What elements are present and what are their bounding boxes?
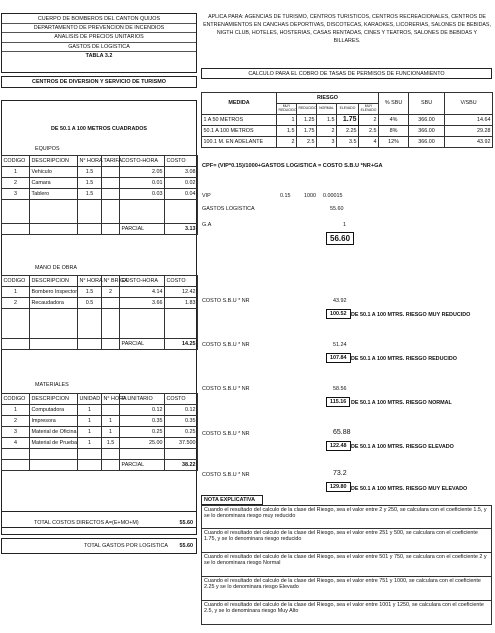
cell: 1.5 bbox=[78, 189, 102, 200]
result-label-1: COSTO S.B.U * NR bbox=[202, 298, 250, 304]
cell: 1.83 bbox=[165, 298, 198, 309]
gastos-logistica-label: GASTOS LOGISTICA bbox=[202, 206, 255, 212]
vip-label: VIP bbox=[202, 193, 211, 199]
cell bbox=[102, 189, 120, 200]
cell: 100.1 M. EN ADELANTE bbox=[202, 137, 277, 148]
cell: 29.28 bbox=[445, 126, 493, 137]
cell: 1 bbox=[2, 167, 30, 178]
cell: 4% bbox=[379, 115, 409, 126]
nota-item-1: Cuando el resultado del calculo de la clase del Riesgo, sea el valor entre 2 y 250, se calculara con el coeficiente 1.5, y se lo denominara riesgo muy reducido bbox=[201, 505, 492, 529]
cell: 1.5 bbox=[277, 126, 297, 137]
cell: 1.5 bbox=[78, 287, 102, 298]
cell: Computadora bbox=[30, 405, 78, 416]
cell: 1 bbox=[78, 405, 102, 416]
calc-table bbox=[201, 92, 493, 148]
cell: 43.92 bbox=[445, 137, 493, 148]
result-top-5: 73.2 bbox=[333, 470, 347, 477]
nota-item-2: Cuando el resultado del calculo de la clase del Riesgo, sea el valor entre 251 y 500, se calculara con el coeficiente 1.75, y se lo denominara riesgo reducido bbox=[201, 529, 492, 553]
nota-item-4: Cuando el resultado del calculo de la clase del Riesgo, sea el valor entre 751 y 1000, se calculara con el coeficiente 2.25 y se lo denominara riesgo Elevado bbox=[201, 577, 492, 601]
cell: 1.5 bbox=[78, 178, 102, 189]
cell: 2.5 bbox=[297, 137, 317, 148]
cell: 2 bbox=[102, 287, 120, 298]
result-desc-4: DE 50.1 A 100 MTRS. RIESGO ELEVADO bbox=[351, 444, 454, 450]
cell: 2 bbox=[277, 137, 297, 148]
vip-a: 0.15 bbox=[280, 193, 291, 199]
cell: 0.25 bbox=[120, 427, 165, 438]
cell: 12.42 bbox=[165, 287, 198, 298]
cell: 2 bbox=[317, 126, 337, 137]
materiales-header-unitario: P. UNITARIO bbox=[120, 394, 165, 405]
table-row bbox=[2, 416, 198, 427]
mano-parcial-label: PARCIAL bbox=[120, 339, 165, 350]
result-desc-2: DE 50.1 A 100 MTRS. RIESGO REDUCIDO bbox=[351, 356, 457, 362]
table-row bbox=[2, 178, 198, 189]
result-value-5: 129.80 bbox=[326, 482, 351, 492]
calc-sub-elevado: ELEVADO bbox=[337, 104, 359, 115]
calc-header-sbu-pct: % SBU bbox=[379, 93, 409, 115]
cell: 0.5 bbox=[78, 298, 102, 309]
section-title: CENTROS DE DIVERSION Y SERVICIO DE TURISMO bbox=[1, 76, 197, 88]
cell: 3.5 bbox=[337, 137, 359, 148]
cell: Tablero bbox=[30, 189, 78, 200]
table-row bbox=[2, 167, 198, 178]
table-row bbox=[202, 137, 493, 148]
cell: 50.1 A 100 METROS bbox=[202, 126, 277, 137]
mano-table bbox=[1, 275, 198, 350]
result-desc-1: DE 50.1 A 100 MTRS. RIESGO MUY REDUCIDO bbox=[351, 312, 471, 318]
left-header bbox=[1, 13, 197, 73]
cell: 0.12 bbox=[120, 405, 165, 416]
equipos-header-horas: N° HORA bbox=[78, 156, 102, 167]
cell: 2.5 bbox=[359, 126, 379, 137]
cell: 1 bbox=[78, 427, 102, 438]
cell: 3 bbox=[2, 427, 30, 438]
cell: 4.14 bbox=[120, 287, 165, 298]
cell: 0.02 bbox=[165, 178, 198, 189]
materiales-header-codigo: CODIGO bbox=[2, 394, 30, 405]
header-line-4: GASTOS DE LOGISTICA bbox=[2, 43, 196, 52]
calc-header-riesgo: RIESGO bbox=[277, 93, 379, 104]
table-row bbox=[202, 126, 493, 137]
materiales-parcial-label: PARCIAL bbox=[120, 460, 165, 471]
cell: Camara bbox=[30, 178, 78, 189]
mano-header-costo: COSTO bbox=[165, 276, 198, 287]
equipos-header-tarifa: TARIFA bbox=[102, 156, 120, 167]
cell: 3.08 bbox=[165, 167, 198, 178]
cell: 2.25 bbox=[337, 126, 359, 137]
cell: 37.500 bbox=[165, 438, 198, 449]
result-top-1: 43.92 bbox=[333, 298, 347, 304]
table-row bbox=[202, 115, 493, 126]
cell: 1 bbox=[78, 416, 102, 427]
cell bbox=[102, 178, 120, 189]
cell: 2 bbox=[2, 416, 30, 427]
cell bbox=[102, 167, 120, 178]
calc-sub-reducido: REDUCIDO bbox=[297, 104, 317, 115]
cell bbox=[102, 405, 120, 416]
calc-sub-muy-reducido: MUY REDUCIDO bbox=[277, 104, 297, 115]
table-row bbox=[2, 427, 198, 438]
cell: 1 bbox=[2, 405, 30, 416]
result-label-2: COSTO S.B.U * NR bbox=[202, 342, 250, 348]
mano-header-costo-hora: COSTO-HORA bbox=[120, 276, 165, 287]
cell: 2 bbox=[2, 178, 30, 189]
mano-parcial: 14.25 bbox=[165, 339, 198, 350]
result-value-2: 107.84 bbox=[326, 353, 351, 363]
cell: Recaudadora bbox=[30, 298, 78, 309]
equipos-header-costo: COSTO bbox=[165, 156, 198, 167]
materiales-title: MATERIALES bbox=[35, 382, 69, 388]
aplica-text: APLICA PARA: AGENCIAS DE TURISMO, CENTROS TURISTICOS, CENTROS RECREACIONALES, CENTROS DE ENTRENAMIENTOS EN CANCHAS DEPORTIVAS, DISCOTECAS, KARAOKES, LICORERIAS, SALONES DE BEBIDAS, NIGTH CLUB, HOTELES, HOSTERIAS, CASAS RENTADAS, CINES Y TEATROS, SALONES DE BEBIDAS Y BILLARES. bbox=[203, 14, 491, 44]
equipos-header-codigo: CODIGO bbox=[2, 156, 30, 167]
cell: 2 bbox=[2, 298, 30, 309]
cell: Impresora bbox=[30, 416, 78, 427]
ga-total: 56.60 bbox=[326, 232, 354, 245]
header-line-2: DEPARTAMENTO DE PREVENCION DE INCENDIOS bbox=[2, 24, 196, 33]
mano-title: MANO DE OBRA bbox=[35, 265, 77, 271]
table-row bbox=[2, 298, 198, 309]
total-directos-row bbox=[1, 511, 197, 535]
formula: CPF= (VIP*0.15)/1000+GASTOS LOGISTICA = COSTO S.B.U *NR+GA bbox=[202, 163, 383, 169]
calc-title: CALCULO PARA EL COBRO DE TASAS DE PERMISOS DE FUNCIONAMIENTO bbox=[201, 68, 492, 79]
materiales-header-unidad: UNIDAD bbox=[78, 394, 102, 405]
result-value-3: 115.16 bbox=[326, 397, 350, 407]
result-desc-5: DE 50.1 A 100 MTRS. RIESGO MUY ELEVADO bbox=[351, 486, 468, 492]
cell: 366.00 bbox=[409, 126, 445, 137]
total-directos-value: 55.60 bbox=[179, 520, 193, 526]
cell: 0.35 bbox=[165, 416, 198, 427]
cell: Vehiculo bbox=[30, 167, 78, 178]
equipos-table bbox=[1, 155, 198, 235]
cell: 2 bbox=[359, 115, 379, 126]
vip-c: 0.00015 bbox=[323, 193, 343, 199]
cell: 0.01 bbox=[120, 178, 165, 189]
cell: 1.25 bbox=[297, 115, 317, 126]
cell: 1 A 50 METROS bbox=[202, 115, 277, 126]
cell: 1.75 bbox=[297, 126, 317, 137]
cell: 0.04 bbox=[165, 189, 198, 200]
mano-header-brigada: N° BRIGA bbox=[102, 276, 120, 287]
materiales-parcial: 38.22 bbox=[165, 460, 198, 471]
cell: 4 bbox=[359, 137, 379, 148]
cell: 366.00 bbox=[409, 137, 445, 148]
header-line-3: ANALISIS DE PRECIOS UNITARIOS bbox=[2, 33, 196, 42]
cell: 3 bbox=[2, 189, 30, 200]
cell: 1 bbox=[78, 438, 102, 449]
cell: 12% bbox=[379, 137, 409, 148]
nota-item-5: Cuando el resultado del calculo de la clase del Riesgo, sea el valor entre 1001 y 1250, se calculara con el coeficiente 2.5, y se lo denominara riesgo Muy Alto bbox=[201, 601, 492, 625]
result-value-4: 122.48 bbox=[326, 441, 351, 451]
total-logistica-row bbox=[1, 538, 197, 554]
nota-item-3: Cuando el resultado del calculo de la clase del Riesgo, sea el valor entre 501 y 750, se calculara con el coeficiente 2 y se lo denominara riesgo Normal bbox=[201, 553, 492, 577]
equipos-parcial-label: PARCIAL bbox=[120, 224, 165, 235]
cell: 0.25 bbox=[165, 427, 198, 438]
range-title: DE 50.1 A 100 METROS CUADRADOS bbox=[50, 126, 148, 132]
cell: 366.00 bbox=[409, 115, 445, 126]
table-row bbox=[2, 405, 198, 416]
result-label-5: COSTO S.B.U * NR bbox=[202, 472, 250, 478]
materiales-header-descripcion: DESCRIPCION bbox=[30, 394, 78, 405]
result-value-1: 100.52 bbox=[326, 309, 351, 319]
cell: Bombero Inspector bbox=[30, 287, 78, 298]
cell: 1 bbox=[102, 427, 120, 438]
calc-sub-muy-elevado: MUY ELEVADO bbox=[359, 104, 379, 115]
calc-sub-normal: NORMAL bbox=[317, 104, 337, 115]
header-line-1: CUERPO DE BOMBEROS DEL CANTON QUIJOS bbox=[2, 14, 196, 24]
result-top-3: 58.56 bbox=[333, 386, 347, 392]
cell: Material de Prueba bbox=[30, 438, 78, 449]
cell: 4 bbox=[2, 438, 30, 449]
result-label-3: COSTO S.B.U * NR bbox=[202, 386, 250, 392]
result-desc-3: DE 50.1 A 100 MTRS. RIESGO NORMAL bbox=[351, 400, 452, 406]
table-row bbox=[2, 189, 198, 200]
materiales-header-costo: COSTO bbox=[165, 394, 198, 405]
cell: 0.35 bbox=[120, 416, 165, 427]
equipos-title: EQUIPOS bbox=[35, 146, 60, 152]
gastos-logistica-value: 55.60 bbox=[330, 206, 344, 212]
cell: 3 bbox=[317, 137, 337, 148]
cell: 1.75 bbox=[337, 115, 359, 126]
ga-value: 1 bbox=[343, 222, 346, 228]
cell: 3.66 bbox=[120, 298, 165, 309]
cell: 8% bbox=[379, 126, 409, 137]
cell: Material de Oficina bbox=[30, 427, 78, 438]
mano-header-horas: N° HORA bbox=[78, 276, 102, 287]
total-logistica-label: TOTAL GASTOS POR LOGISTICA bbox=[84, 543, 168, 549]
cell: 0.12 bbox=[165, 405, 198, 416]
materiales-header-horas: N° HORA bbox=[102, 394, 120, 405]
cell: 2.05 bbox=[120, 167, 165, 178]
equipos-parcial: 3.13 bbox=[165, 224, 198, 235]
mano-header-descripcion: DESCRIPCION bbox=[30, 276, 78, 287]
mano-header-codigo: CODIGO bbox=[2, 276, 30, 287]
nota-box bbox=[201, 495, 492, 625]
equipos-header-costo-hora: COSTO-HORA bbox=[120, 156, 165, 167]
cell: 25.00 bbox=[120, 438, 165, 449]
calc-header-medida: MEDIDA bbox=[202, 93, 277, 115]
cell bbox=[102, 298, 120, 309]
table-row bbox=[2, 438, 198, 449]
cell: 14.64 bbox=[445, 115, 493, 126]
calc-header-vsbu: V/SBU bbox=[445, 93, 493, 115]
cell: 1 bbox=[2, 287, 30, 298]
cell: 1 bbox=[277, 115, 297, 126]
result-label-4: COSTO S.B.U * NR bbox=[202, 431, 250, 437]
total-logistica-value: 55.60 bbox=[179, 543, 193, 549]
vip-b: 1000 bbox=[304, 193, 316, 199]
cell: 1.5 bbox=[78, 167, 102, 178]
cell: 1.5 bbox=[317, 115, 337, 126]
cell: 1.5 bbox=[102, 438, 120, 449]
ga-label: G.A bbox=[202, 222, 212, 228]
result-top-2: 51.24 bbox=[333, 342, 347, 348]
cell: 1 bbox=[102, 416, 120, 427]
total-directos-label: TOTAL COSTOS DIRECTOS A=(E+MO+M) bbox=[34, 520, 139, 526]
equipos-header-descripcion: DESCRIPCION bbox=[30, 156, 78, 167]
nota-title: NOTA EXPLICATIVA bbox=[201, 495, 263, 505]
materiales-table bbox=[1, 393, 198, 471]
calc-header-sbu: SBU bbox=[409, 93, 445, 115]
result-top-4: 65.88 bbox=[333, 429, 351, 436]
cell: 0.03 bbox=[120, 189, 165, 200]
table-row bbox=[2, 287, 198, 298]
tabla-label: TABLA 3.2 bbox=[85, 52, 113, 59]
